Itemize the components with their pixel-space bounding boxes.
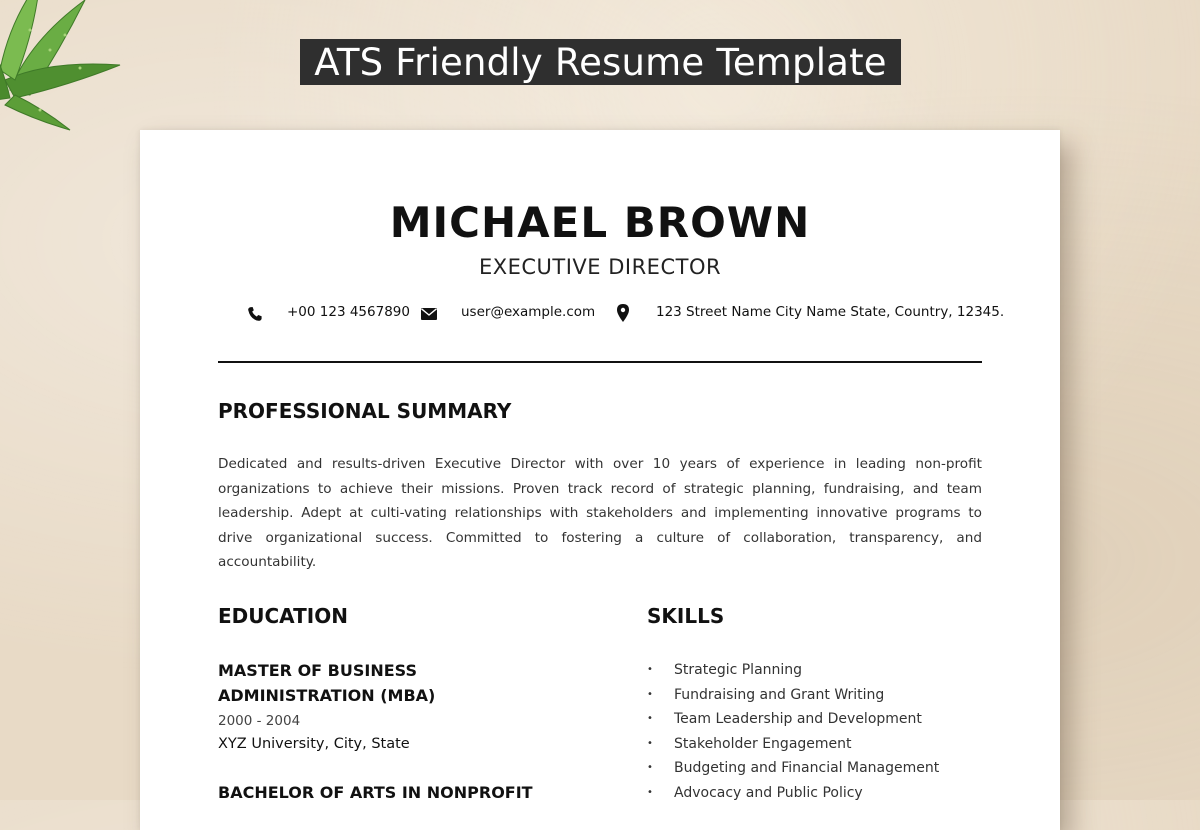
resume-name: MICHAEL BROWN — [389, 198, 811, 247]
skills-heading: SKILLS — [647, 604, 725, 628]
skill-item: • Strategic Planning — [647, 658, 939, 683]
education-entry — [218, 780, 558, 805]
education-school: XYZ University, City, State — [218, 736, 410, 752]
resume-page — [140, 130, 1060, 830]
education-degree: BACHELOR OF ARTS IN NONPROFIT — [218, 783, 533, 802]
skill-item: • Fundraising and Grant Writing — [647, 683, 939, 708]
succulent-plant-decoration — [0, 0, 130, 140]
contact-address: 123 Street Name City Name State, Country, 12345. — [656, 304, 1005, 320]
education-degree: MASTER OF BUSINESS ADMINISTRATION (MBA) — [218, 661, 436, 705]
education-heading: EDUCATION — [218, 604, 348, 628]
skills-list — [647, 658, 939, 806]
education-entry — [218, 658, 558, 756]
skill-item: • Team Leadership and Development — [647, 707, 939, 732]
skill-item: • Stakeholder Engagement — [647, 732, 939, 757]
skill-item: • Advocacy and Public Policy — [647, 781, 939, 806]
resume-role: EXECUTIVE DIRECTOR — [478, 255, 722, 279]
skill-item: • Budgeting and Financial Management — [647, 756, 939, 781]
envelope-icon — [421, 308, 437, 320]
contact-row — [140, 302, 1060, 326]
contact-email: user@example.com — [461, 304, 596, 320]
education-years: 2000 - 2004 — [218, 713, 301, 729]
contact-phone: +00 123 4567890 — [287, 304, 410, 320]
map-pin-icon — [617, 304, 629, 322]
header-divider — [218, 361, 982, 363]
summary-text: Dedicated and results-driven Executive Director with over 10 years of experience in leading non-profit organizations to achieve their missions. Proven track record of strategic planning, fundraising, and team leadership. Adept at culti-vating relationships with stakeholders and implementing innovative programs to drive organizational success. Committed to fostering a culture of collaboration, transparency, and accountability. — [218, 456, 982, 570]
summary-heading: PROFESSIONAL SUMMARY — [218, 399, 512, 423]
banner-title: ATS Friendly Resume Template — [300, 39, 901, 85]
phone-icon — [247, 306, 263, 322]
